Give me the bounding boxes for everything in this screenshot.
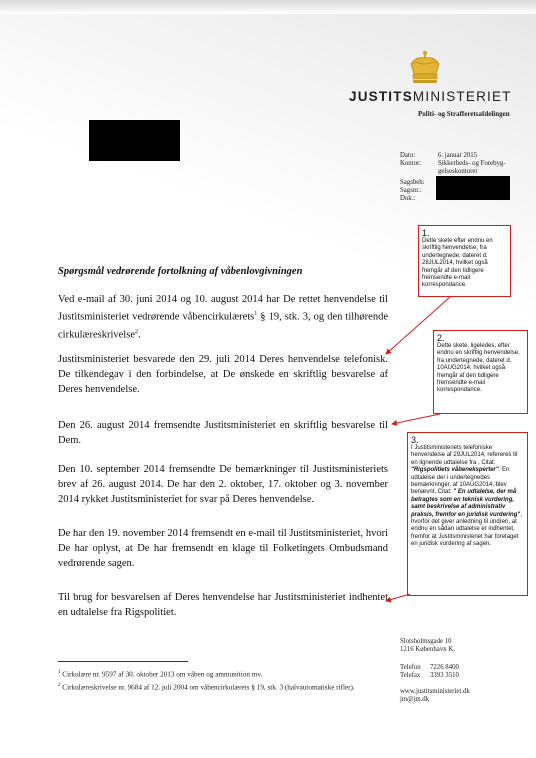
annotation-1-number: 1. <box>422 228 430 238</box>
paragraph-6: Til brug for besvarelsen af Deres henvendelse har Justitsministeriet indhentet en udtalelse fra Rigspolitiet. <box>58 592 388 618</box>
annotation-3-text-c: , hvorfor det giver anledning til undren, at endnu en sådan udtalelse er indhentet, fremfor at Justitsministeriet har foretaget en juridisk vurdering af sagen. <box>411 511 522 548</box>
paragraph-1-text-c: . <box>137 329 141 340</box>
paragraph-4: Den 10. september 2014 fremsendte De bemærkninger til Justitsministeriets brev af 26. august 2014. De har den 2. oktober, 17. oktober og 3. november 2014 rykket Justitsministeriet for svar på Deres henvendelse. <box>58 464 388 505</box>
footnote-1-text: Cirkulære nr. 9597 af 30. oktober 2013 om våben og ammunition mv. <box>60 670 263 679</box>
date-value: 6. januar 2015 <box>438 152 478 159</box>
phone-label: Telefon <box>400 664 421 671</box>
email-address[interactable]: jm@jm.dk <box>400 696 430 703</box>
paragraph-2: Justitsministeriet besvarede den 29. juli 2014 Deres henvendelse telefonisk. De tilkendegav i den forbindelse, at De ønskede en skriftlig besvarelse af Deres henvendelse. <box>58 354 388 395</box>
doc-label: Dok.: <box>400 195 416 202</box>
office-label: Kontor: <box>400 160 422 167</box>
ministry-wordmark-light: MINISTERIET <box>412 89 512 104</box>
footnote-2-number: 2 <box>58 683 61 688</box>
fax-number: 3393 3510 <box>430 672 459 679</box>
phone-number: 7226 8400 <box>430 664 459 671</box>
paragraph-1-text-a: Ved e-mail af 30. juni 2014 og 10. august 2014 har De rettet henvendelse til Justitsministeriet vedrørende våbencirkulærets <box>58 294 388 323</box>
office-value-2: gelseskontoret <box>438 168 478 175</box>
address-street: Slotsholmsgade 10 <box>400 638 452 645</box>
paragraph-5: De har den 19. november 2014 fremsendt en e-mail til Justitsministeriet, hvori De har oplyst, at De har fremsendt en klage til Folketingets Ombudsmand vedrørende sagen. <box>58 528 388 569</box>
address-city: 1216 København K. <box>400 646 455 653</box>
annotation-2-number: 2. <box>437 333 445 343</box>
ministry-wordmark-bold: JUSTITS <box>349 89 413 104</box>
footnote-ref-2: 2 <box>134 328 138 335</box>
annotation-arrow-3 <box>386 594 410 601</box>
annotation-3-quote-2: " En udtalelse, der må betragtes som en teknisk vurdering, samt beskrivelse af administrativ praksis, fremfor en juridisk vurdering" <box>411 489 521 518</box>
annotation-3-text-a: I Justitsministeriets telefoniske henvendelse af 29JUL2014, refereres til en lignende udtalelse fra , Citat: <box>411 445 518 466</box>
annotation-arrow-2 <box>392 414 440 424</box>
letter-subject: Spørgsmål vedrørende fortolkning af våbenlovgivningen <box>58 266 303 277</box>
footnote-1-number: 1 <box>58 670 61 675</box>
footnote-ref-1: 1 <box>254 311 258 317</box>
date-label: Dato: <box>400 152 416 159</box>
fax-label: Telefax <box>400 672 421 679</box>
office-value-1: Sikkerheds- og Forebyg- <box>438 160 506 167</box>
annotation-3-number: 3. <box>411 435 419 445</box>
case-handler-label: Sagsbeh: <box>400 179 425 186</box>
case-no-label: Sagsnr.: <box>400 187 422 194</box>
annotation-3-text-b: . En udtalelse der i undertegnedes bemærkninger, af 10AUG2014, blev benævnt, Citat: <box>411 467 510 496</box>
paragraph-3: Den 26. august 2014 fremsendte Justitsministeriet en skriftlig besvarelse til Dem. <box>58 420 388 446</box>
web-address[interactable]: www.justitsministeriet.dk <box>400 688 470 695</box>
annotation-3-quote-1: "Rigspolitiets våbeneksperter" <box>411 467 499 474</box>
annotation-arrow-1 <box>386 297 450 354</box>
paragraph-1-text-b: § 19, stk. 3, og den tilhørende cirkulæreskrivelse <box>58 311 388 340</box>
department-name: Politi- og Strafferetsafdelingen <box>418 110 510 118</box>
footnote-2-text: Cirkulæreskrivelse nr. 9684 af 12. juli 2004 om våbencirkulærets § 19, stk. 3 (halvautomatiske rifler). <box>60 683 355 692</box>
annotation-2-text: Dette skete, ligeledes, efter endnu en skriftlig henvendelse, fra undertegnede, dateret d. 10AUG2014, hvilket også fremgår af den tidligere fremsendte e-mail korrespondance. <box>437 343 520 394</box>
annotation-1-text: Dette skete efter endnu en skriftlig henvendelse, fra undertegnede, dateret d. 28JUL2014, hvilket også fremgår af den tidligere fremsendte e-mail korrespondance. <box>422 238 493 289</box>
